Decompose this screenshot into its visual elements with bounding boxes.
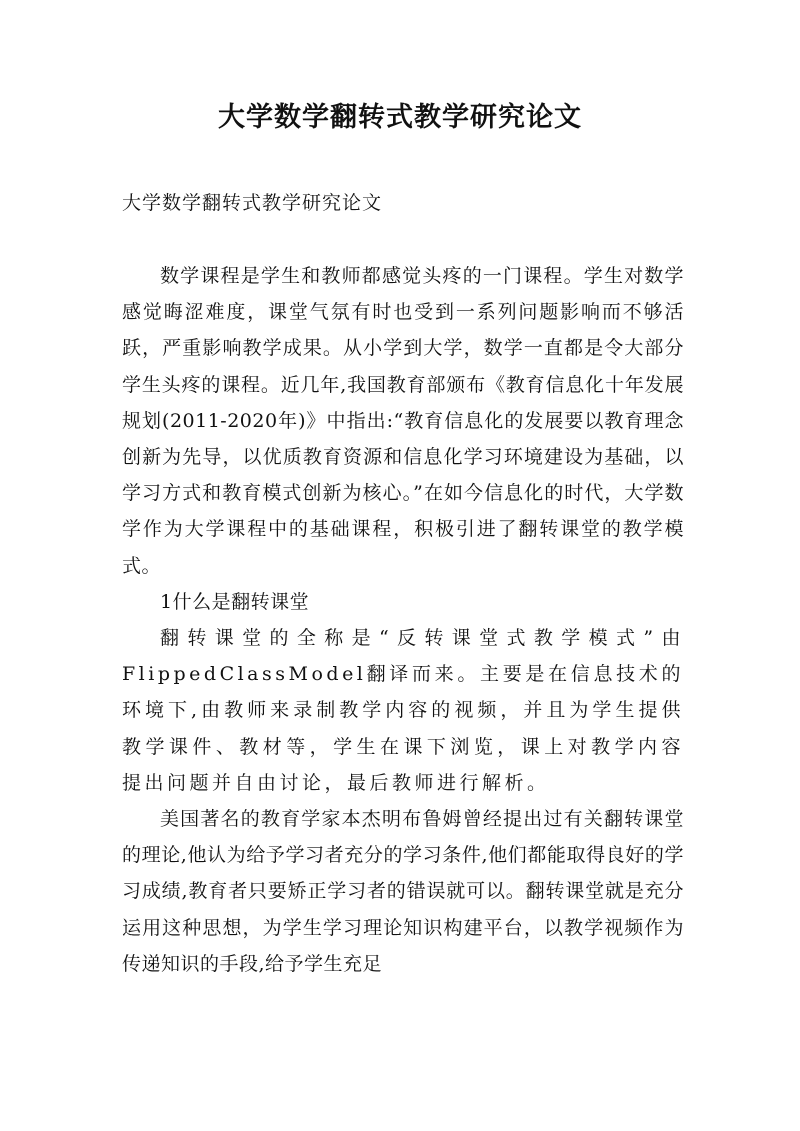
document-subtitle: 大学数学翻转式教学研究论文: [122, 192, 383, 214]
document-body: [122, 258, 684, 982]
paragraph-theory: 美国著名的教育学家本杰明布鲁姆曾经提出过有关翻转课堂的理论,他认为给予学习者充分的学习条件,他们都能取得良好的学习成绩,教育者只要矫正学习者的错误就可以。翻转课堂就是充分运用这种思想，为学生学习理论知识构建平台，以教学视频作为传递知识的手段,给予学生充足: [122, 808, 684, 975]
paragraph-intro: 数学课程是学生和教师都感觉头疼的一门课程。学生对数学感觉晦涩难度，课堂气氛有时也受到一系列问题影响而不够活跃，严重影响教学成果。从小学到大学，数学一直都是令大部分学生头疼的课程。近几年,我国教育部颁布《教育信息化十年发展规划(2011-2020年)》中指出:“教育信息化的发展要以教育理念创新为先导，以优质教育资源和信息化学习环境建设为基础，以学习方式和教育模式创新为核心。”在如今信息化的时代，大学数学作为大学课程中的基础课程，积极引进了翻转课堂的教学模式。: [122, 265, 684, 577]
paragraph-definition: 翻转课堂的全称是“反转课堂式教学模式”由FlippedClassModel翻译而来。主要是在信息技术的环境下,由教师来录制教学内容的视频，并且为学生提供教学课件、教材等，学生在课下浏览，课上对教学内容提出问题并自由讨论，最后教师进行解析。: [122, 627, 684, 794]
document-title: 大学数学翻转式教学研究论文: [218, 102, 582, 133]
section-heading-1: 1什么是翻转课堂: [160, 590, 310, 613]
